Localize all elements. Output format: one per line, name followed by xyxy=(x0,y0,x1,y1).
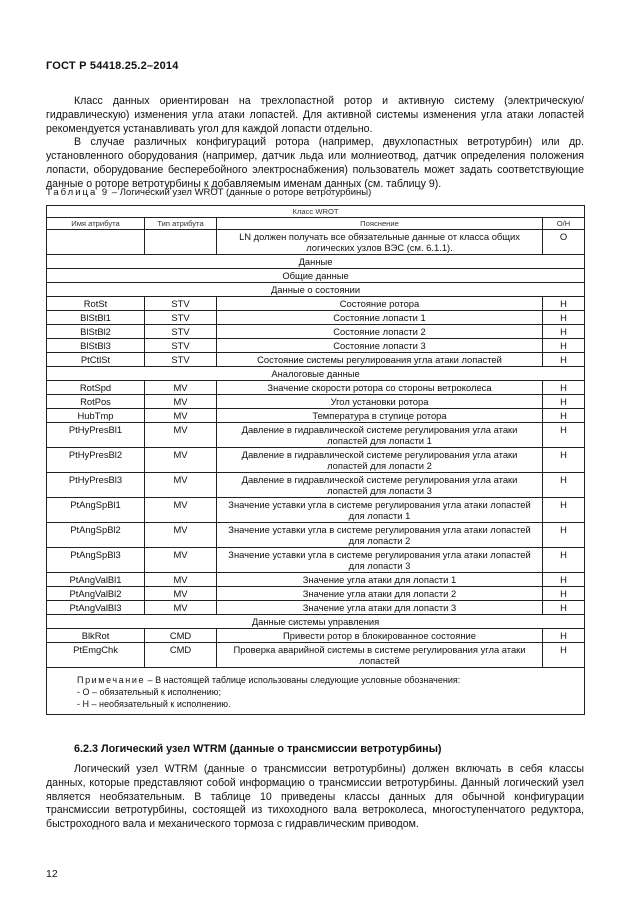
attribute-name-cell: RotSt xyxy=(47,297,145,311)
table-section-heading: Данные о состоянии xyxy=(47,283,585,297)
mandatory-cell: Н xyxy=(543,395,585,409)
table-note xyxy=(47,668,585,715)
attribute-name-cell: PtAngValBl1 xyxy=(47,573,145,587)
description-cell: Проверка аварийной системы в системе регулирования угла атаки лопастей xyxy=(217,643,543,668)
description-cell: Состояние ротора xyxy=(217,297,543,311)
mandatory-cell: Н xyxy=(543,423,585,448)
description-cell: Значение угла атаки для лопасти 1 xyxy=(217,573,543,587)
description-cell: Состояние лопасти 1 xyxy=(217,311,543,325)
attribute-name-cell: PtAngValBl2 xyxy=(47,587,145,601)
table-row xyxy=(47,311,585,325)
mandatory-cell: Н xyxy=(543,339,585,353)
table-row xyxy=(47,423,585,448)
attribute-type-cell: MV xyxy=(145,473,217,498)
table-class-row xyxy=(47,206,585,218)
table-row xyxy=(47,629,585,643)
attribute-name-cell: RotSpd xyxy=(47,381,145,395)
attribute-name-cell: PtEmgChk xyxy=(47,643,145,668)
description-cell: Давление в гидравлической системе регулирования угла атаки лопастей для лопасти 3 xyxy=(217,473,543,498)
mandatory-cell: Н xyxy=(543,643,585,668)
table-row xyxy=(47,409,585,423)
table-section-row xyxy=(47,367,585,381)
attribute-type-cell: MV xyxy=(145,523,217,548)
mandatory-cell: Н xyxy=(543,629,585,643)
attribute-type-cell: MV xyxy=(145,548,217,573)
attribute-type-cell: MV xyxy=(145,448,217,473)
description-cell: Значение скорости ротора со стороны ветроколеса xyxy=(217,381,543,395)
table-section-row xyxy=(47,255,585,269)
table-section-heading: Общие данные xyxy=(47,269,585,283)
attribute-type-cell xyxy=(145,230,217,255)
attribute-type-cell: MV xyxy=(145,395,217,409)
table-row xyxy=(47,473,585,498)
attribute-name-cell: PtAngSpBl2 xyxy=(47,523,145,548)
mandatory-cell: Н xyxy=(543,601,585,615)
attribute-type-cell: STV xyxy=(145,339,217,353)
attribute-name-cell: PtAngSpBl1 xyxy=(47,498,145,523)
description-cell: Состояние системы регулирования угла атаки лопастей xyxy=(217,353,543,367)
table-section-row xyxy=(47,269,585,283)
table-class-title: Класс WROT xyxy=(47,206,585,218)
note-line-2: - О – обязательный к исполнению; xyxy=(77,687,222,697)
table-section-heading: Данные xyxy=(47,255,585,269)
mandatory-cell: Н xyxy=(543,498,585,523)
attribute-name-cell: BlStBl3 xyxy=(47,339,145,353)
wtrm-text xyxy=(46,763,584,832)
table-row xyxy=(47,573,585,587)
attribute-name-cell: HubTmp xyxy=(47,409,145,423)
table-section-heading: Данные системы управления xyxy=(47,615,585,629)
note-line-1: – В настоящей таблице использованы следующие условные обозначения: xyxy=(145,675,461,685)
mandatory-cell: Н xyxy=(543,573,585,587)
note-label: Примечание xyxy=(77,675,146,685)
attribute-type-cell: MV xyxy=(145,498,217,523)
table-row xyxy=(47,548,585,573)
description-cell: LN должен получать все обязательные данные от класса общих логических узлов ВЭС (см. 6.1.1). xyxy=(217,230,543,255)
table-header-row xyxy=(47,218,585,230)
table-row xyxy=(47,353,585,367)
table-row xyxy=(47,325,585,339)
description-cell: Значение уставки угла в системе регулирования угла атаки лопастей для лопасти 1 xyxy=(217,498,543,523)
attribute-name-cell: PtCtlSt xyxy=(47,353,145,367)
table-caption-title: – Логический узел WROT (данные о роторе ветротурбины) xyxy=(109,187,372,198)
attribute-type-cell: MV xyxy=(145,587,217,601)
attribute-name-cell: RotPos xyxy=(47,395,145,409)
mandatory-cell: Н xyxy=(543,325,585,339)
attribute-name-cell: PtAngValBl3 xyxy=(47,601,145,615)
mandatory-cell: Н xyxy=(543,448,585,473)
description-cell: Значение уставки угла в системе регулирования угла атаки лопастей для лопасти 2 xyxy=(217,523,543,548)
wtrm-paragraph: Логический узел WTRM (данные о трансмиссии ветротурбины) должен включать в себя классы данных, которые представляют собой информацию о трансмиссии ветротурбины. Данный логический узел является необязательным. В таблице 10 приведены классы данных для обычной конфигурации трансмиссии ветротурбины, состоящей из тихоходного вала ветроколеса, многоступенчатого редуктора, быстроходного вала и механического тормоза с гидравлическим приводом. xyxy=(46,763,584,831)
mandatory-cell: Н xyxy=(543,297,585,311)
description-cell: Температура в ступице ротора xyxy=(217,409,543,423)
attribute-name-cell: BlStBl1 xyxy=(47,311,145,325)
description-cell: Давление в гидравлической системе регулирования угла атаки лопастей для лопасти 1 xyxy=(217,423,543,448)
attribute-type-cell: STV xyxy=(145,353,217,367)
section-heading: 6.2.3 Логический узел WTRM (данные о трансмиссии ветротурбины) xyxy=(74,743,442,755)
mandatory-cell: Н xyxy=(543,523,585,548)
description-cell: Состояние лопасти 2 xyxy=(217,325,543,339)
table-row xyxy=(47,643,585,668)
description-cell: Привести ротор в блокированное состояние xyxy=(217,629,543,643)
attribute-type-cell: MV xyxy=(145,409,217,423)
attribute-name-cell: BlkRot xyxy=(47,629,145,643)
page-number: 12 xyxy=(46,868,58,880)
description-cell: Состояние лопасти 3 xyxy=(217,339,543,353)
standard-header: ГОСТ Р 54418.25.2–2014 xyxy=(46,60,179,72)
mandatory-cell: Н xyxy=(543,548,585,573)
intro-paragraph-1: Класс данных ориентирован на трехлопастной ротор и активную систему (электрическую/гидравлическую) изменения угла атаки лопастей. Для активной системы изменения угла атаки лопастей рекомендуется устанавливать угол для каждой лопасти отдельно. xyxy=(46,95,584,135)
table-row xyxy=(47,587,585,601)
mandatory-cell: Н xyxy=(543,409,585,423)
intro-paragraph-2: В случае различных конфигураций ротора (например, двухлопастных ветротурбин) или др. установленного оборудования (например, датчик льда или молниеотвод, датчик определения положения лопасти, оборудование бесперебойного электроснабжения) пользователь может задать соответствующие данные о роторе ветротурбины к добавляемым именам данных (см. таблицу 9). xyxy=(46,136,584,190)
column-header-type: Тип атрибута xyxy=(145,218,217,230)
column-header-name: Имя атрибута xyxy=(47,218,145,230)
table-row xyxy=(47,381,585,395)
attribute-type-cell: MV xyxy=(145,381,217,395)
attribute-type-cell: MV xyxy=(145,601,217,615)
mandatory-cell: Н xyxy=(543,473,585,498)
attribute-name-cell: PtAngSpBl3 xyxy=(47,548,145,573)
table-note-row xyxy=(47,668,585,715)
attribute-type-cell: STV xyxy=(145,325,217,339)
table-caption-number: Таблица 9 xyxy=(46,187,110,198)
intro-text xyxy=(46,95,584,192)
attribute-type-cell: MV xyxy=(145,573,217,587)
column-header-mandatory: О/Н xyxy=(543,218,585,230)
table-row xyxy=(47,523,585,548)
attribute-type-cell: CMD xyxy=(145,643,217,668)
table-row xyxy=(47,230,585,255)
column-header-description: Пояснение xyxy=(217,218,543,230)
mandatory-cell: Н xyxy=(543,587,585,601)
mandatory-cell: Н xyxy=(543,381,585,395)
attribute-name-cell: PtHyPresBl1 xyxy=(47,423,145,448)
note-line-3: - Н – необязательный к исполнению. xyxy=(77,699,231,709)
table-row xyxy=(47,448,585,473)
table-section-row xyxy=(47,283,585,297)
attribute-type-cell: CMD xyxy=(145,629,217,643)
table-caption xyxy=(46,187,371,198)
mandatory-cell: Н xyxy=(543,353,585,367)
attribute-type-cell: STV xyxy=(145,297,217,311)
wrot-table xyxy=(46,205,585,715)
table-row xyxy=(47,498,585,523)
table-row xyxy=(47,601,585,615)
description-cell: Значение уставки угла в системе регулирования угла атаки лопастей для лопасти 3 xyxy=(217,548,543,573)
attribute-name-cell: PtHyPresBl3 xyxy=(47,473,145,498)
table-body xyxy=(47,230,585,668)
table-section-row xyxy=(47,615,585,629)
attribute-type-cell: MV xyxy=(145,423,217,448)
attribute-type-cell: STV xyxy=(145,311,217,325)
description-cell: Значение угла атаки для лопасти 2 xyxy=(217,587,543,601)
mandatory-cell: O xyxy=(543,230,585,255)
table-row xyxy=(47,297,585,311)
description-cell: Давление в гидравлической системе регулирования угла атаки лопастей для лопасти 2 xyxy=(217,448,543,473)
attribute-name-cell: BlStBl2 xyxy=(47,325,145,339)
attribute-name-cell: PtHyPresBl2 xyxy=(47,448,145,473)
description-cell: Значение угла атаки для лопасти 3 xyxy=(217,601,543,615)
table-row xyxy=(47,395,585,409)
mandatory-cell: Н xyxy=(543,311,585,325)
table-row xyxy=(47,339,585,353)
attribute-name-cell xyxy=(47,230,145,255)
table-section-heading: Аналоговые данные xyxy=(47,367,585,381)
description-cell: Угол установки ротора xyxy=(217,395,543,409)
